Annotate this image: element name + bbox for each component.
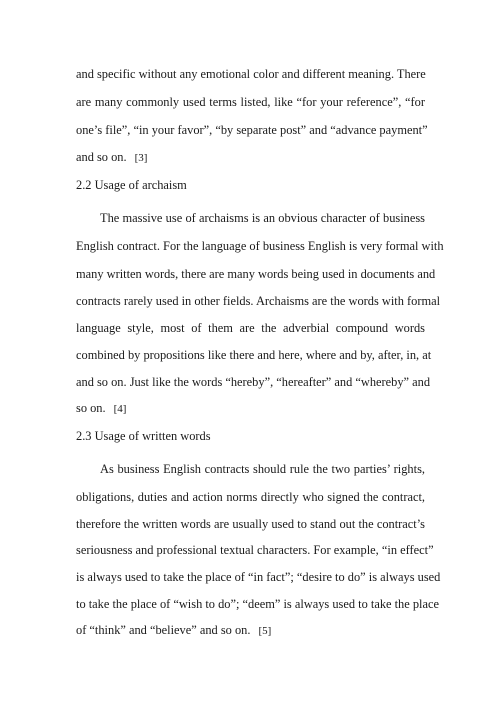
section-2-2-last-text: so on. [76,401,106,415]
section-2-2-line-6: combined by propositions like there and here, where and by, after, in, at [76,348,432,362]
section-2-3-line-2: obligations, duties and action norms directly who signed the contract, [76,490,425,504]
citation-4: [4] [113,403,127,415]
section-2-3-line-1: As business English contracts should rule the two parties’ rights, [100,462,425,476]
citation-3: [3] [134,152,148,164]
paragraph-1-line-3: one’s file”, “in your favor”, “by separate post” and “advance payment” [76,123,428,137]
paragraph-1-text: and so on. [76,150,127,164]
section-2-3-last-text: of “think” and “believe” and so on. [76,623,251,637]
section-2-2-line-4: contracts rarely used in other fields. Archaisms are the words with formal [76,294,441,308]
section-2-3-line-7 [76,622,425,639]
section-2-3-line-6: to take the place of “wish to do”; “deem” is always used to take the place [76,597,439,611]
paragraph-1-line-4 [76,149,425,166]
citation-5: [5] [258,625,272,637]
section-2-2-line-1: The massive use of archaisms is an obvious character of business [100,211,425,225]
section-2-3-heading: 2.3 Usage of written words [76,429,211,443]
section-2-2-line-7: and so on. Just like the words “hereby”, “hereafter” and “whereby” and [76,375,431,389]
paragraph-1-line-1: and specific without any emotional color and different meaning. There [76,67,426,81]
section-2-2-line-3: many written words, there are many words being used in documents and [76,267,436,281]
section-2-2-line-5: language style, most of them are the adverbial compound words [76,321,425,335]
section-2-3-line-5: is always used to take the place of “in fact”; “desire to do” is always used [76,570,441,584]
section-2-3-line-3: therefore the written words are usually used to stand out the contract’s [76,517,425,531]
section-2-2-line-8 [76,400,425,417]
section-2-3-line-4: seriousness and professional textual characters. For example, “in effect” [76,543,434,557]
section-2-2-line-2: English contract. For the language of business English is very formal with [76,239,444,253]
section-2-2-heading: 2.2 Usage of archaism [76,178,187,192]
paragraph-1-line-2: are many commonly used terms listed, like “for your reference”, “for [76,95,425,109]
